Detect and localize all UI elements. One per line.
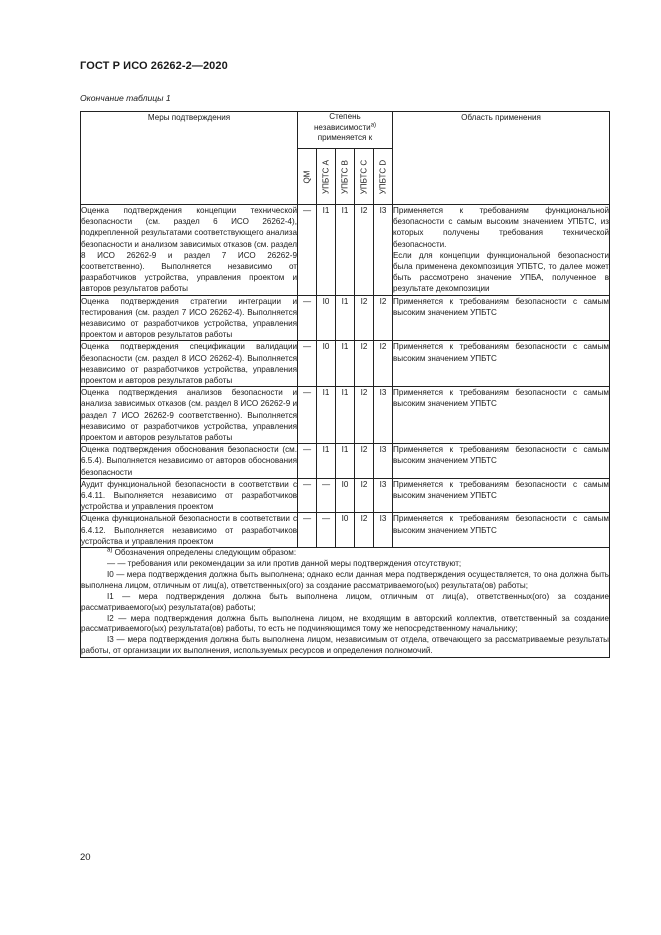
level-cell: I0 <box>336 513 355 548</box>
measure-cell: Оценка подтверждения анализов безопасности и анализа зависимых отказов (см. раздел 8 ИСО 26262-9 и раздел 7 ИСО 26262-9 соответственно). Выполняется независимо от разработчиков устройства, управления проектом и авторов результатов работы <box>81 388 297 443</box>
footnote-mark: a) <box>370 121 377 128</box>
confirmation-measures-table <box>80 111 610 658</box>
level-cell: — <box>298 513 317 548</box>
area-cell: Применяется к требованиям функциональной безопасности с самым высоким значением УПБТС, из которых получены требования технической безопасности. Если для концепции функциональной безопасности была применена декомпозиция УПБТС, то далее может быть рассмотрено значение УПБА, полученное в результате декомпозиции <box>393 206 609 294</box>
level-cell: I0 <box>336 478 355 513</box>
level-cell: I1 <box>336 295 355 341</box>
level-cell: — <box>298 341 317 387</box>
area-cell: Применяется к требованиям безопасности с самым высоким значением УПБТС <box>393 387 610 444</box>
level-header-asil-c: УПБТС C <box>355 149 374 205</box>
document-header: ГОСТ Р ИСО 26262-2—2020 <box>80 60 228 72</box>
independence-degree-header: Степень независимости$^{a)}$ применяется к <box>298 112 393 149</box>
level-cell: I2 <box>355 387 374 444</box>
footnote-i1: I1 — мера подтверждения должна быть выполнена лицом, отличным от лиц(а), ответственных(ого) за создание рассматриваемого(ых) результата(ов) работы; <box>81 591 609 612</box>
level-cell: I2 <box>355 513 374 548</box>
level-cell: I2 <box>355 341 374 387</box>
table-row <box>81 295 610 341</box>
table-caption: Окончание таблицы 1 <box>80 93 171 103</box>
level-cell: I1 <box>317 444 336 479</box>
level-cell: — <box>298 295 317 341</box>
area-column-header: Область применения <box>393 112 610 205</box>
level-cell: — <box>298 444 317 479</box>
table-row <box>81 513 610 548</box>
level-cell: I1 <box>317 205 336 296</box>
level-cell: I2 <box>355 205 374 296</box>
table-footnote <box>81 548 610 658</box>
level-cell: I3 <box>374 513 393 548</box>
level-cell: I0 <box>317 295 336 341</box>
area-cell: Применяется к требованиям безопасности с самым высоким значением УПБТС <box>393 444 610 479</box>
table-row <box>81 444 610 479</box>
level-cell: — <box>298 478 317 513</box>
level-cell: I1 <box>336 341 355 387</box>
level-cell: I0 <box>317 341 336 387</box>
level-cell: I2 <box>355 478 374 513</box>
footnote-i2: I2 — мера подтверждения должна быть выполнена лицом, не входящим в авторский коллектив, ответственный за создание рассматриваемого(ых) результата(ов) работы, то есть не подчиняющимся тому же непосредственному начальнику; <box>81 613 609 634</box>
level-cell: I3 <box>374 387 393 444</box>
level-header-asil-d: УПБТС D <box>374 149 393 205</box>
footnote-i3: I3 — мера подтверждения должна быть выполнена лицом, независимым от отдела, отвечающего за рассматриваемые результаты работы, от организации их выполнения, используемых ресурсов и определения полномочий. <box>81 635 609 656</box>
level-cell: I1 <box>336 444 355 479</box>
level-cell: — <box>298 205 317 296</box>
measure-column-header: Меры подтверждения <box>81 112 298 205</box>
area-cell: Применяется к требованиям безопасности с самым высоким значением УПБТС <box>393 478 610 513</box>
level-cell: I2 <box>355 444 374 479</box>
measure-cell: Оценка подтверждения концепции технической безопасности (см. раздел 6 ИСО 26262-4), подкрепленной результатами соответствующего анализа безопасности и анализом зависимых отказов (см. раздел 8 ИСО 26262-9 и раздел 7 ИСО 26262-9 соответственно). Выполняется независимо от разработчиков устройства, управления проектом и авторов результатов работы <box>81 206 297 294</box>
level-header-qm: QM <box>298 149 317 205</box>
level-header-asil-b: УПБТС B <box>336 149 355 205</box>
footnote-dash: — — требования или рекомендации за или против данной меры подтверждения отсутствуют; <box>107 559 462 568</box>
measure-cell: Аудит функциональной безопасности в соответствии с 6.4.11. Выполняется независимо от разработчиков устройства и управления проектом <box>81 479 297 512</box>
page-number: 20 <box>80 852 91 863</box>
level-cell: I3 <box>374 444 393 479</box>
level-cell: — <box>317 513 336 548</box>
area-cell: Применяется к требованиям безопасности с самым высоким значением УПБТС <box>393 341 610 387</box>
level-cell: — <box>298 387 317 444</box>
level-cell: I3 <box>374 478 393 513</box>
level-cell: I2 <box>355 295 374 341</box>
footnote-row <box>81 548 610 658</box>
footnote-intro: $^{a)}$ Обозначения определены следующим образом: <box>107 547 297 558</box>
footnote-i0: I0 — мера подтверждения должна быть выполнена; однако если данная мера подтверждения осуществляется, то она должна быть выполнена лицом, отличным от лиц(а), ответственных(ого) за создание рассматриваемого(ых) результата(ов) работы; <box>81 569 609 590</box>
measure-cell: Оценка подтверждения обоснования безопасности (см. 6.5.4). Выполняется независимо от авторов обоснования безопасности <box>81 445 297 477</box>
level-cell: I3 <box>374 205 393 296</box>
table-row <box>81 205 610 296</box>
level-cell: I1 <box>336 205 355 296</box>
level-cell: I1 <box>336 387 355 444</box>
table-row <box>81 387 610 444</box>
measure-cell: Оценка подтверждения спецификации валидации безопасности (см. раздел 8 ИСО 26262-4). Выполняется независимо от разработчиков устройства, управления проектом и авторов результатов работы <box>81 342 297 386</box>
level-cell: I1 <box>317 387 336 444</box>
measure-cell: Оценка функциональной безопасности в соответствии с 6.4.12. Выполняется независимо от разработчиков устройства и управления проектом <box>81 514 297 546</box>
area-cell: Применяется к требованиям безопасности с самым высоким значением УПБТС <box>393 295 610 341</box>
level-cell: — <box>317 478 336 513</box>
table-row <box>81 478 610 513</box>
measure-cell: Оценка подтверждения стратегии интеграции и тестирования (см. раздел 7 ИСО 26262-4). Выполняется независимо от разработчиков устройства, управления проектом и авторов результатов работы <box>81 296 297 340</box>
area-cell: Применяется к требованиям безопасности с самым высоким значением УПБТС <box>393 513 610 548</box>
level-header-asil-a: УПБТС A <box>317 149 336 205</box>
table-row <box>81 341 610 387</box>
level-cell: I2 <box>374 341 393 387</box>
level-cell: I2 <box>374 295 393 341</box>
